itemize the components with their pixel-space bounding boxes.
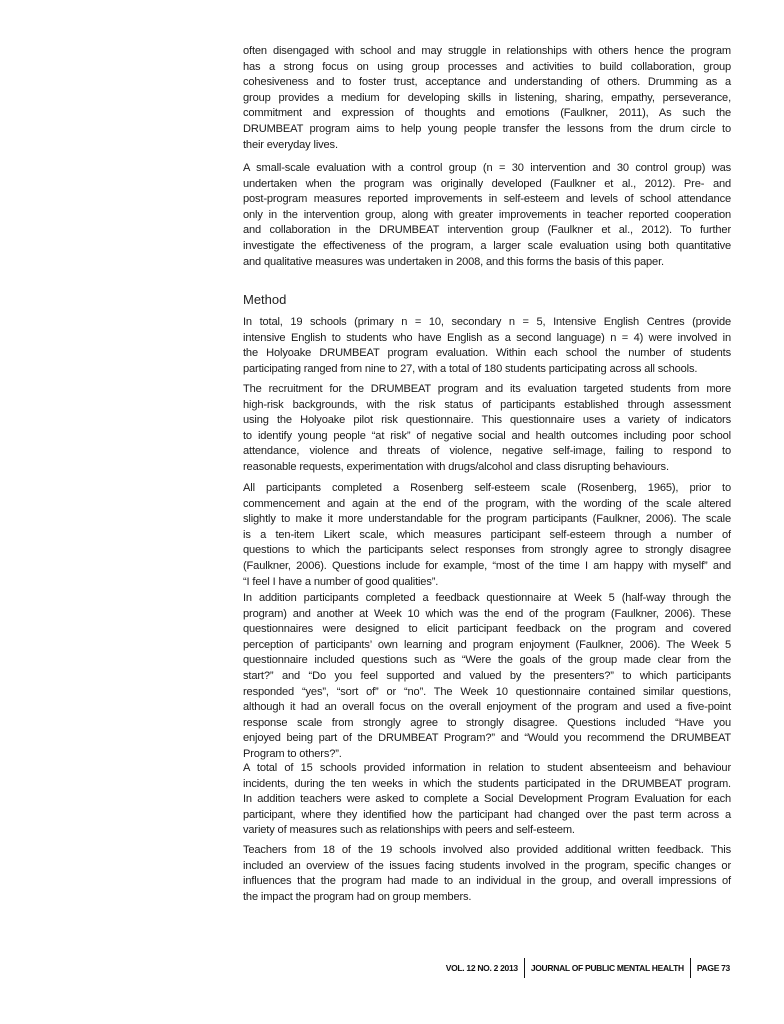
text-line: has a strong focus on using group processes and activities to build collaboration, group xyxy=(243,60,731,73)
text-line: questionnaire included questions such as “Were the goals of the group made clear from the xyxy=(243,654,731,667)
text-line: “I feel I have a number of good qualities”. xyxy=(243,575,439,588)
text-line: is a ten-item Likert scale, which measures participant self-esteem through a number of xyxy=(243,528,731,541)
page-footer xyxy=(446,958,730,978)
text-line: The recruitment for the DRUMBEAT program and its evaluation targeted students from more xyxy=(243,383,731,395)
text-line: variety of measures such as relationships with peers and self-esteem. xyxy=(243,824,575,837)
text-line: responded “yes”, “sort of” or “no”. The Week 10 questionnaire contained similar questions, xyxy=(243,685,731,698)
text-line: group provides a medium for developing skills in listening, sharing, empathy, perseverance, xyxy=(243,91,731,104)
text-line: (Faulkner, 2006). Questions include for example, “most of the time I am happy with myself” and xyxy=(243,559,731,572)
text-line: A small-scale evaluation with a control group (n = 30 intervention and 30 control group) was xyxy=(243,162,731,174)
paragraph-schools xyxy=(243,315,731,377)
text-line: enjoyed being part of the DRUMBEAT Program?” and “Would you recommend the DRUMBEAT xyxy=(243,732,731,745)
text-line: and collaboration in the DRUMBEAT intervention group (Faulkner et al., 2012). To further xyxy=(243,224,731,237)
text-line: attendance, violence and threats of violence, negative self-image, failing to respond to xyxy=(243,445,731,458)
footer-divider xyxy=(690,958,691,978)
text-line: questionnaires were designed to elicit participant feedback on the program and covered xyxy=(243,623,731,636)
text-line: Teachers from 18 of the 19 schools involved also provided additional written feedback. This xyxy=(243,844,731,856)
text-line: high-risk backgrounds, with the risk status of participants established through assessment xyxy=(243,398,731,411)
text-line: to identify young people “at risk” of negative social and health outcomes including poor school xyxy=(243,429,731,442)
footer-journal: JOURNAL OF PUBLIC MENTAL HEALTH xyxy=(530,963,684,973)
text-line: only in the intervention group, along with greater improvements in teacher reported cooperation xyxy=(243,208,731,221)
footer-volume: VOL. 12 NO. 2 2013 xyxy=(445,963,518,973)
paragraph-recruitment xyxy=(243,382,731,476)
text-line: program) and another at Week 10 which was the end of the program (Faulkner, 2006). These xyxy=(243,607,731,620)
text-line: questions to which the participants select responses from strongly agree to strongly disagree xyxy=(243,544,731,557)
paragraph-rosenberg xyxy=(243,481,731,590)
text-line: In addition teachers were asked to complete a Social Development Program Evaluation for each xyxy=(243,793,731,806)
text-line: influences that the program had made to an individual in the group, and overall impressions of xyxy=(243,875,731,888)
text-line: commencement and again at the end of the program, with the wording of the scale altered xyxy=(243,497,731,510)
text-line: included an overview of the issues facing students involved in the program, specific changes or xyxy=(243,859,731,872)
text-line: In addition participants completed a feedback questionnaire at Week 5 (half-way through the xyxy=(243,592,731,604)
text-line: post-program measures reported improvements in self-esteem and levels of school attendance xyxy=(243,193,731,206)
text-line: reasonable requests, experimentation with drugs/alcohol and class disrupting behaviours. xyxy=(243,460,669,473)
text-line: response scale from strongly agree to strongly disagree. Questions included “Have you xyxy=(243,716,731,729)
text-line: commitment and expression of thoughts and emotions (Faulkner, 2011), As such the xyxy=(243,107,731,120)
text-line: perception of participants’ own learning and program enjoyment (Faulkner, 2006). The Week 5 xyxy=(243,638,731,651)
text-line: often disengaged with school and may struggle in relationships with others hence the program xyxy=(243,45,731,57)
section-heading-method: Method xyxy=(243,292,287,307)
paragraph-teacher-feedback xyxy=(243,843,731,905)
text-line: incidents, during the ten weeks in which the students participated in the DRUMBEAT program. xyxy=(243,777,731,790)
text-line: investigate the effectiveness of the program, a larger scale evaluation using both quantitative xyxy=(243,239,731,252)
text-line: intensive English to students who have English as a second language) n = 4) were involved in xyxy=(243,331,731,344)
text-line: start?” and “Do you feel supported and valued by the presenters?” to which participants xyxy=(243,669,731,682)
text-line: All participants completed a Rosenberg self-esteem scale (Rosenberg, 1965), prior to xyxy=(243,482,731,494)
text-line: slightly to make it more understandable for the program participants (Faulkner, 2006). The scale xyxy=(243,513,731,526)
text-line: cohesiveness and to foster trust, acceptance and understanding of others. Drumming as a xyxy=(243,76,731,89)
text-line: the Holyoake DRUMBEAT program evaluation. Within each school the number of students xyxy=(243,347,731,360)
text-line: In total, 19 schools (primary n = 10, secondary n = 5, Intensive English Centres (provide xyxy=(243,316,731,328)
footer-page-number: PAGE 73 xyxy=(696,963,730,973)
paragraph-absenteeism xyxy=(243,761,731,839)
text-line: A total of 15 schools provided information in relation to student absenteeism and behaviour xyxy=(243,762,731,774)
paragraph-prior-evaluation xyxy=(243,161,731,270)
text-line: their everyday lives. xyxy=(243,138,338,151)
text-line: participant, where they identified how the participant had changed over the past term across a xyxy=(243,808,731,821)
paragraph-feedback-questionnaire xyxy=(243,591,731,763)
text-line: using the Holyoake pilot risk questionnaire. This questionnaire uses a variety of indicators xyxy=(243,414,731,427)
text-line: although it had an overall focus on the overall enjoyment of the program and used a five-point xyxy=(243,701,731,714)
text-line: participating ranged from nine to 27, with a total of 180 students participating across all schools. xyxy=(243,362,698,375)
text-line: undertaken when the program was originally developed (Faulkner et al., 2012). Pre- and xyxy=(243,177,731,190)
footer-divider xyxy=(524,958,525,978)
paragraph-intro xyxy=(243,44,731,153)
text-line: and qualitative measures was undertaken in 2008, and this forms the basis of this paper. xyxy=(243,255,664,268)
text-line: the impact the program had on group members. xyxy=(243,890,472,903)
text-line: DRUMBEAT program aims to help young people transfer the lessons from the drum circle to xyxy=(243,122,731,135)
text-line: Program to others?”. xyxy=(243,747,342,760)
